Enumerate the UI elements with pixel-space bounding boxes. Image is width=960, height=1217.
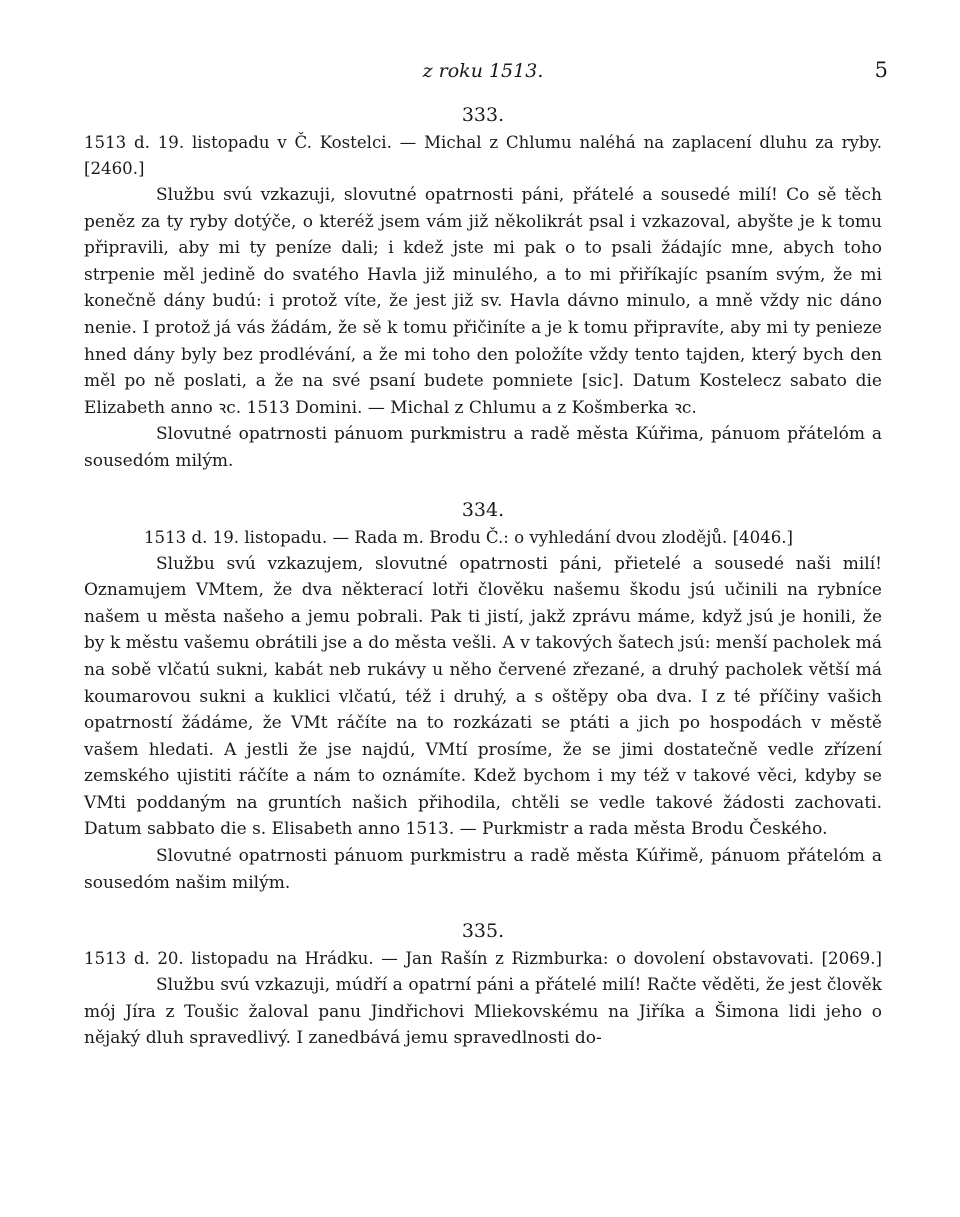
letter-address: Slovutné opatrnosti pánuom purkmistru a radě města Kúřima, pánuom přátelóm a sousedóm milým. — [84, 424, 882, 471]
document-body — [84, 972, 882, 1052]
document-regest: 1513 d. 19. listopadu. — Rada m. Brodu Č.: o vyhledání dvou zlodějů. [4046.] — [144, 527, 794, 547]
document-number: 334. — [461, 498, 505, 521]
document-regest: 1513 d. 20. listopadu na Hrádku. — Jan Rašín z Rizmburka: o dovolení obstavovati. [2069.] — [84, 949, 882, 969]
document-body — [84, 182, 882, 475]
document-number: 333. — [461, 104, 505, 126]
document-334 — [84, 495, 882, 897]
letter-text: Službu svú vzkazuji, slovutné opatrnosti páni, přátelé a sousedé milí! Co sě těch peněz za ty ryby dotýče, o kteréž jsem vám již několikrát psal i vzkazoval, abyšte je k tomu připravili, aby mi ty peníze dali; i kdež jste mi pak o to psali žádajíc mne, abych toho strpenie měl jedině do svatého Havla již minulého, a to mi přiříkajíc psaním svým, že mi konečně dány budú: i protož víte, že jest již sv. Havla dávno minulo, a mně vždy nic dáno nenie. I protož já vás žádám, že sě k tomu přičiníte a je k tomu připravíte, aby mi ty penieze hned dány byly bez prodlévání, a že mi toho den položíte vždy tento tajden, který bych den měl po ně poslati, a že na své psaní budete pomniete [sic]. Datum Kostelecz sabato die Elizabeth anno ꝛc. 1513 Domini. — Michal z Chlumu a z Košmberka ꝛc. — [84, 185, 882, 418]
document-335 — [84, 916, 882, 1052]
document-333 — [84, 100, 882, 475]
letter-text: Službu svú vzkazujem, slovutné opatrnosti páni, přietelé a sousedé naši milí! Oznamujem VMtem, že dva některací lotři člověku našemu škodu jsú učinili na rybníce našem u města našeho a jemu pobrali. Pak ti jistí, jakž zprávu máme, když jsú je honili, že by k městu vašemu obrátili jse a do města vešli. A v takových šatech jsú: menší pacholek má na sobě vlčatú sukni, kabát neb rukávy u něho červené zřezané, a druhý pacholek větší má koumarovou sukni a kuklici vlčatú, též i druhý, a s oštěpy oba dva. I z té příčiny vašich opatrností žádáme, že VMt ráčíte na to rozkázati se ptáti a jich po hospodách v městě vašem hledati. A jestli že jse najdú, VMtí prosíme, že se jimi dostatečně vedle zřízení zemského ujistiti ráčíte a nám to oznámíte. Kdež bychom i my též v takové věci, kdyby se VMti poddaným na gruntích našich přihodila, chtěli se vedle takové žádosti zachovati. Datum sabbato die s. Elisabeth anno 1513. — Purkmistr a rada města Brodu Českého. — [84, 553, 882, 840]
document-number: 335. — [461, 920, 505, 943]
running-header — [84, 58, 888, 92]
running-title: z roku 1513. — [422, 60, 544, 82]
document-page — [84, 58, 888, 1052]
document-regest: 1513 d. 19. listopadu v Č. Kostelci. — Michal z Chlumu naléhá na zaplacení dluhu za ryby. [2460.] — [84, 133, 882, 178]
letter-text: Službu svú vzkazuji, múdří a opatrní páni a přátelé milí! Račte věděti, že jest člověk mój Jíra z Toušic žaloval panu Jindřichovi Mliekovskému na Jiříka a Šimona lidi jeho o nějaký dluh spravedlivý. I zanedbává jemu spravedlnosti do- — [84, 975, 882, 1049]
page-number: 5 — [874, 58, 888, 82]
document-body — [84, 551, 882, 897]
letter-address: Slovutné opatrnosti pánuom purkmistru a radě města Kúřimě, pánuom přátelóm a sousedóm našim milým. — [84, 846, 882, 893]
